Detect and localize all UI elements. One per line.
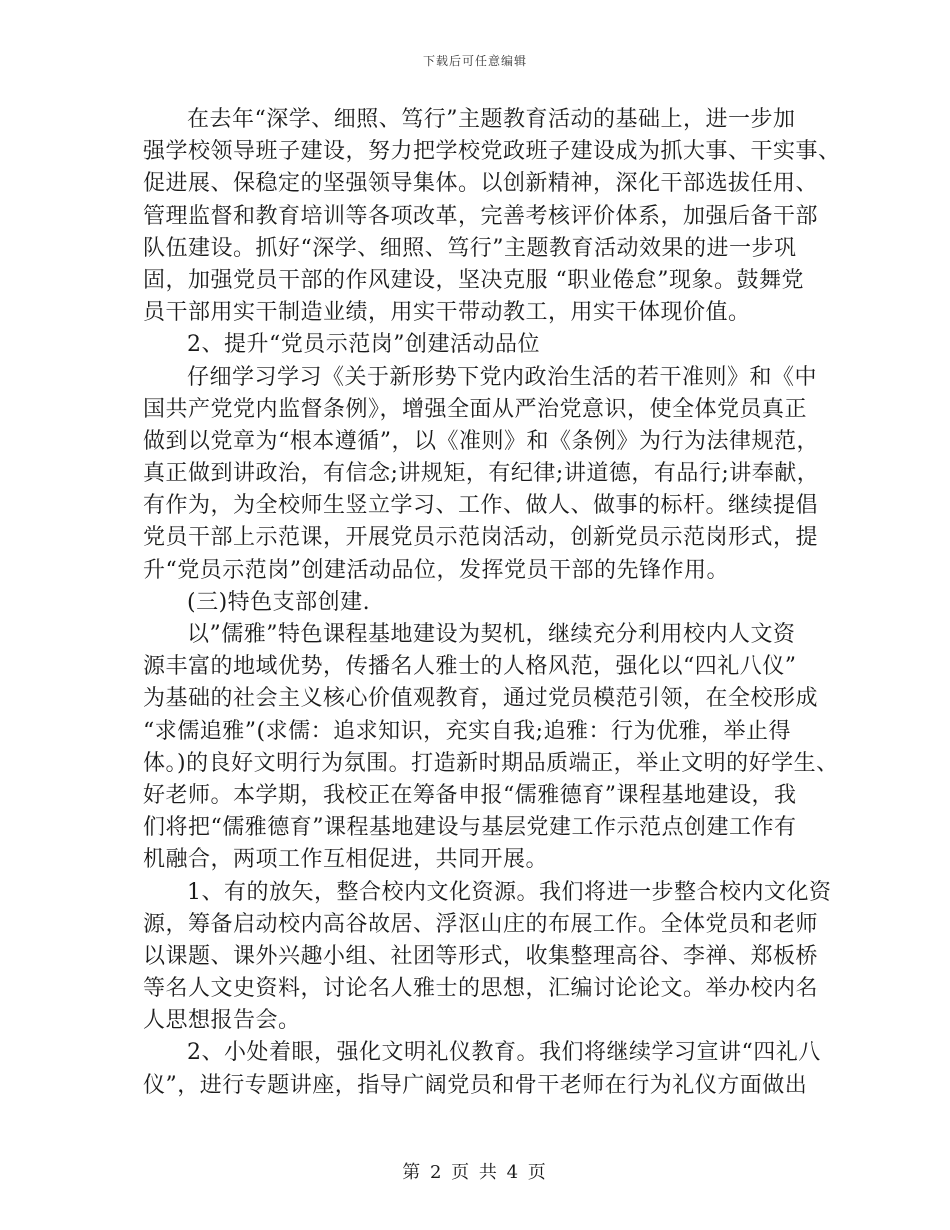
text-line: 为基础的社会主义核心价值观教育，通过党员模范引领，在全校形成 — [143, 686, 819, 712]
text-line: 机融合，两项工作互相促进，共同开展。 — [143, 847, 549, 873]
text-line: 2、提升“党员示范岗”创建活动品位 — [187, 332, 540, 358]
text-line: 1、有的放矢，整合校内文化资源。我们将进一步整合校内文化资 — [187, 879, 832, 905]
text-line: 人思想报告会。 — [143, 1008, 301, 1034]
text-line: 促进展、保稳定的坚强领导集体。以创新精神，深化干部选拔任用、 — [143, 171, 819, 197]
text-line: 体。)的良好文明行为氛围。打造新时期品质端正，举止文明的好学生、 — [143, 750, 839, 776]
text-line: “求儒追雅”(求儒：追求知识，充实自我;追雅：行为优雅，举止得 — [143, 718, 791, 744]
text-line: 们将把“儒雅德育”课程基地建设与基层党建工作示范点创建工作有 — [143, 815, 797, 841]
text-line: 2、小处着眼，强化文明礼仪教育。我们将继续学习宣讲“四礼八 — [187, 1040, 821, 1066]
page-footer: 第 2 页 共 4 页 — [402, 1162, 548, 1183]
text-line: 仪”，进行专题讲座，指导广阔党员和骨干老师在行为礼仪方面做出 — [143, 1072, 808, 1098]
text-line: 管理监督和教育培训等各项改革，完善考核评价体系，加强后备干部 — [143, 203, 819, 229]
text-line: 有作为，为全校师生竖立学习、工作、做人、做事的标杆。继续提倡 — [143, 493, 819, 519]
text-line: 做到以党章为“根本遵循”，以《准则》和《条例》为行为法律规范， — [143, 428, 819, 454]
text-line: 源，筹备启动校内高谷故居、浮沤山庄的布展工作。全体党员和老师 — [143, 911, 819, 937]
text-line: 升“党员示范岗”创建活动品位，发挥党员干部的先锋作用。 — [143, 557, 729, 583]
text-line: 员干部用实干制造业绩，用实干带动教工，用实干体现价值。 — [143, 300, 751, 326]
text-line: 好老师。本学期，我校正在筹备申报“儒雅德育”课程基地建设，我 — [143, 782, 797, 808]
text-line: 国共产党党内监督条例》，增强全面从严治党意识，使全体党员真正 — [143, 396, 808, 422]
text-line: 真正做到讲政治，有信念;讲规矩，有纪律;讲道德，有品行;讲奉献， — [143, 461, 820, 487]
text-line: 以”儒雅”特色课程基地建设为契机，继续充分利用校内人文资 — [187, 622, 796, 647]
text-line: 仔细学习学习《关于新形势下党内政治生活的若干准则》和《中 — [187, 364, 818, 390]
text-line: 等名人文史资料，讨论名人雅士的思想，汇编讨论论文。举办校内名 — [143, 976, 819, 1002]
text-line: 队伍建设。抓好“深学、细照、笃行”主题教育活动效果的进一步巩 — [143, 235, 797, 261]
document-body — [143, 104, 841, 1102]
text-line: 以课题、课外兴趣小组、社团等形式，收集整理高谷、李禅、郑板桥 — [143, 943, 819, 969]
page-header: 下载后可任意编辑 — [422, 54, 527, 68]
text-line: (三)特色支部创建. — [187, 589, 371, 615]
text-line: 固，加强党员干部的作风建设，坚决克服 “职业倦怠”现象。鼓舞党 — [143, 267, 804, 293]
text-line: 源丰富的地域优势，传播名人雅士的人格风范，强化以“四礼八仪” — [143, 654, 797, 680]
text-line: 在去年“深学、细照、笃行”主题教育活动的基础上，进一步加 — [187, 107, 796, 132]
text-line: 党员干部上示范课，开展党员示范岗活动，创新党员示范岗形式，提 — [143, 525, 819, 551]
text-line: 强学校领导班子建设，努力把学校党政班子建设成为抓大事、干实事、 — [143, 139, 841, 165]
